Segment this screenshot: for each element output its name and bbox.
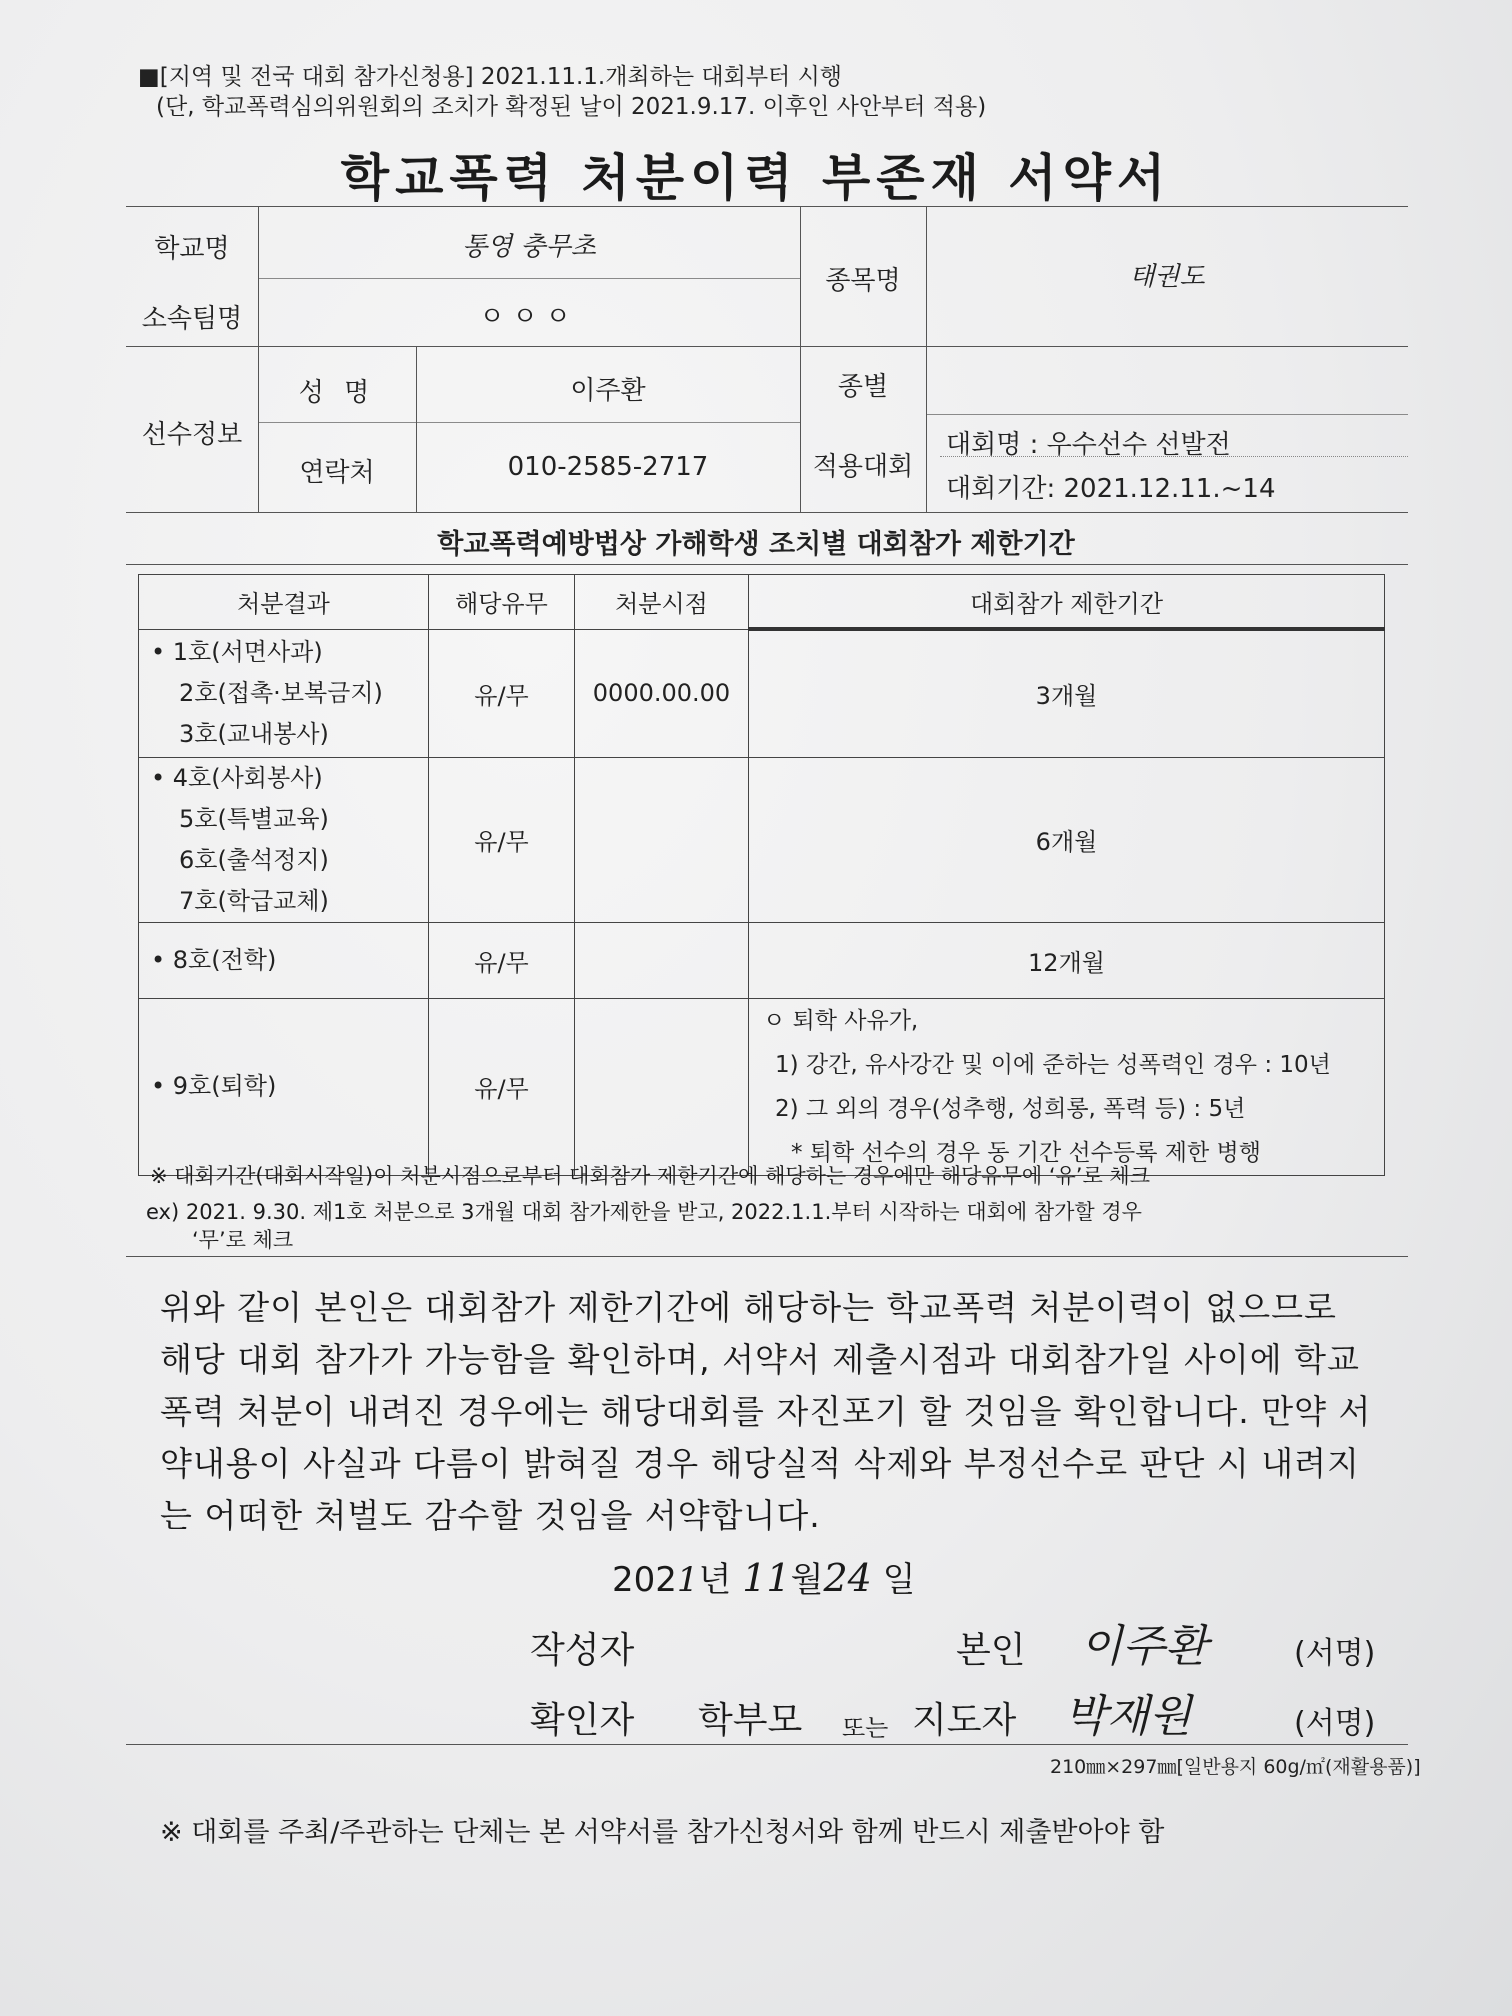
bottom-note: ※ 대회를 주최/주관하는 단체는 본 서약서를 참가신청서와 함께 반드시 제출받아야 함 (160, 1817, 1165, 1848)
confirmer-label: 확인자 (530, 1700, 635, 1741)
table-row (139, 922, 1385, 998)
header-period: 대회참가 제한기간 (749, 575, 1385, 630)
result-item: 3호(교내봉사) (179, 719, 329, 748)
info-divider (126, 346, 1408, 347)
parent-label: 학부모 (698, 1700, 803, 1741)
footnote-divider (126, 1256, 1408, 1257)
result-item: • 1호(서면사과) (151, 637, 323, 666)
result-item: • 9호(퇴학) (151, 1072, 277, 1100)
header-result: 처분결과 (139, 575, 429, 630)
table-row (139, 629, 1385, 757)
sport-label: 종목명 (825, 266, 901, 296)
date-cell (575, 922, 749, 998)
event-name: 대회명 : 우수선수 선발전 (946, 430, 1231, 460)
result-item: 6호(출석정지) (179, 845, 329, 874)
section-divider (126, 564, 1408, 565)
restriction-table (138, 574, 1385, 1176)
footnote-line-3: ‘무’로 체크 (192, 1228, 294, 1252)
expulsion-line: * 퇴학 선수의 경우 동 기간 선수등록 제한 병행 (791, 1139, 1261, 1166)
period-cell: 3개월 (749, 629, 1385, 757)
info-top-border (126, 206, 1408, 207)
result-item: 2호(접촉·보복금지) (179, 678, 383, 707)
signature-divider (126, 1744, 1408, 1745)
date-month-suffix: 월 (790, 1560, 824, 1600)
info-divider (258, 278, 800, 279)
team-value: ㅇㅇㅇ (479, 302, 579, 332)
applicable-cell: 유/무 (429, 922, 575, 998)
notice-line-2: (단, 학교폭력심의위원회의 조치가 확정된 날이 2021.9.17. 이후인 사안부터 적용) (156, 94, 987, 120)
result-item: 7호(학급교체) (179, 886, 329, 915)
school-value: 통영 충무초 (462, 232, 596, 262)
sign-mark-1: (서명) (1294, 1636, 1376, 1671)
table-header-row (139, 575, 1385, 630)
category-label: 종별 (837, 372, 889, 402)
result-item: • 8호(전학) (151, 945, 277, 974)
document-title: 학교폭력 처분이력 부존재 서약서 (340, 149, 1172, 207)
notice-line-1: ■[지역 및 전국 대회 참가신청용] 2021.11.1.개최하는 대회부터 시행 (138, 64, 843, 90)
date-day-suffix: 일 (882, 1560, 916, 1600)
result-cell (139, 922, 429, 998)
info-bottom-border (126, 512, 1408, 513)
pledge-date (612, 1552, 915, 1601)
section-title: 학교폭력예방법상 가해학생 조치별 대회참가 제한기간 (437, 529, 1075, 560)
header-applicable: 해당유무 (429, 575, 575, 630)
result-cell (139, 629, 429, 757)
expulsion-line: ㅇ 퇴학 사유가, (763, 1007, 919, 1034)
school-label: 학교명 (154, 234, 230, 264)
self-label: 본인 (956, 1630, 1026, 1671)
expulsion-period-cell (749, 998, 1385, 1175)
contact-value: 010-2585-2717 (507, 452, 709, 482)
period-cell: 12개월 (749, 922, 1385, 998)
date-cell (575, 757, 749, 922)
date-year-hand: 1 (676, 1560, 699, 1600)
coach-label: 지도자 (912, 1700, 1017, 1741)
result-item: 5호(특별교육) (179, 804, 329, 833)
period-cell: 6개월 (749, 757, 1385, 922)
expulsion-line: 2) 그 외의 경우(성추행, 성희롱, 폭력 등) : 5년 (775, 1095, 1246, 1122)
header-date: 처분시점 (575, 575, 749, 630)
name-label: 성 명 (298, 378, 376, 408)
coach-signature: 박재원 (1064, 1691, 1192, 1742)
date-cell (575, 998, 749, 1175)
table-row (139, 998, 1385, 1175)
event-period: 대회기간: 2021.12.11.~14 (946, 474, 1276, 504)
info-col-divider (926, 206, 927, 512)
footnote-line-1: ※ 대회기간(대회시작일)이 처분시점으로부터 대회참가 제한기간에 해당하는 경우에만 해당유무에 ‘유’로 체크 (150, 1164, 1150, 1188)
team-label: 소속팀명 (141, 304, 243, 334)
result-cell (139, 757, 429, 922)
info-divider (926, 414, 1408, 415)
event-label: 적용대회 (812, 452, 914, 482)
date-cell: 0000.00.00 (575, 629, 749, 757)
sign-mark-2: (서명) (1294, 1706, 1376, 1741)
applicable-cell: 유/무 (429, 757, 575, 922)
or-label: 또는 (842, 1714, 889, 1742)
player-info-label: 선수정보 (141, 420, 243, 450)
footnote-line-2: ex) 2021. 9.30. 제1호 처분으로 3개월 대회 참가제한을 받고, 2022.1.1.부터 시작하는 대회에 참가할 경우 (146, 1200, 1142, 1224)
contact-label: 연락처 (299, 458, 375, 488)
table-row (139, 757, 1385, 922)
date-year-prefix: 202 (612, 1560, 677, 1600)
sport-value: 태권도 (1129, 262, 1205, 292)
expulsion-line: 1) 강간, 유사강간 및 이에 준하는 성폭력인 경우 : 10년 (775, 1051, 1331, 1078)
result-item: • 4호(사회봉사) (151, 763, 323, 792)
info-divider (258, 422, 800, 423)
pledge-paragraph: 위와 같이 본인은 대회참가 제한기간에 해당하는 학교폭력 처분이력이 없으므로 해당 대회 참가가 가능함을 확인하며, 서약서 제출시점과 대회참가일 사이에 학교폭력 처분이 내려진 경우에는 해당대회를 자진포기 할 것임을 확인합니다. 만약 서약내용이 사실과 다름이 밝혀질 경우 해당실적 삭제와 부정선수로 판단 시 내려지는 어떠한 처벌도 감수할 것임을 서약합니다. (160, 1288, 1372, 1535)
date-month-hand: 11 (742, 1556, 791, 1600)
result-cell (139, 998, 429, 1175)
date-day-hand: 24 (823, 1556, 872, 1600)
applicable-cell: 유/무 (429, 629, 575, 757)
name-value: 이주환 (570, 376, 646, 406)
paper-spec: 210㎜×297㎜[일반용지 60g/㎡(재활용품)] (1050, 1756, 1421, 1778)
applicable-cell: 유/무 (429, 998, 575, 1175)
author-label: 작성자 (530, 1630, 635, 1671)
date-year-suffix: 년 (698, 1560, 732, 1600)
self-signature: 이주환 (1080, 1621, 1208, 1672)
